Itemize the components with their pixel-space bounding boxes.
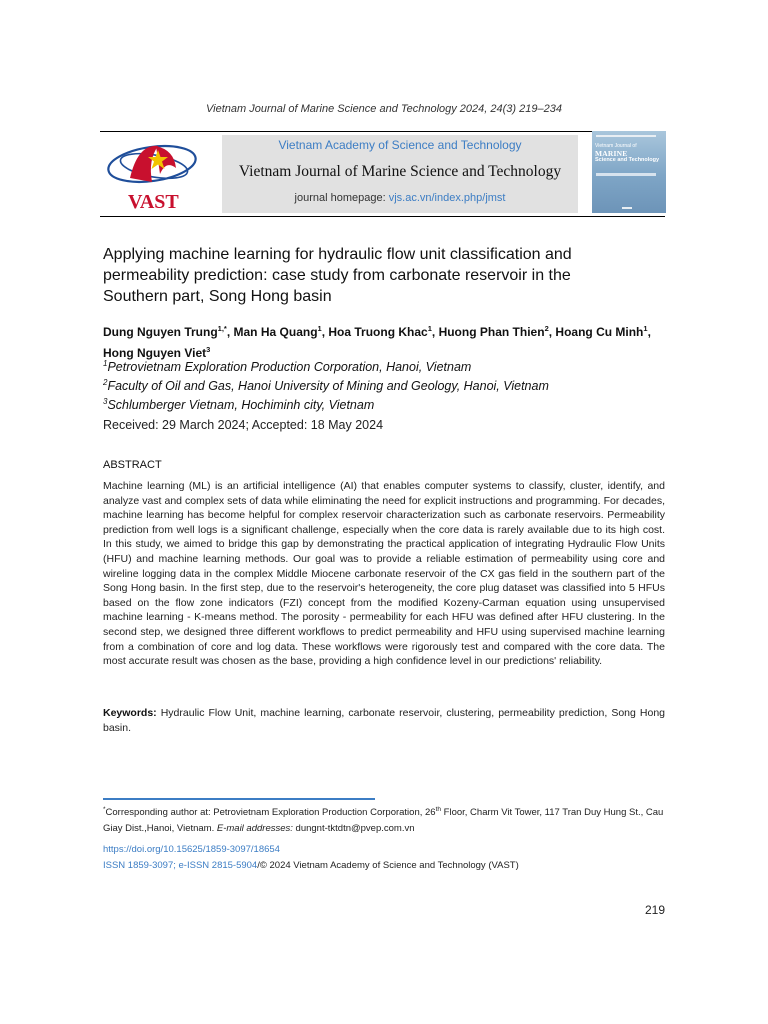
affiliation-text: Schlumberger Vietnam, Hochiminh city, Vietnam (107, 398, 375, 413)
masthead-bottom-rule (100, 216, 665, 217)
affiliation-sup: 2 (103, 378, 108, 388)
author-list: Dung Nguyen Trung$^{1,*}$, Man Ha Quang$^1$, Hoa Truong Khac$^1$, Huong Phan Thien$^2$, Hoang Cu Minh$^1$, Hong Nguyen Viet$^3$ (103, 324, 651, 360)
author-sup: 1 (427, 324, 432, 333)
masthead-top-rule (100, 131, 665, 132)
author: Man Ha Quang (233, 325, 318, 339)
keywords-text: Hydraulic Flow Unit, machine learning, carbonate reservoir, clustering, permeability prediction, Song Hong basin. (103, 707, 665, 734)
keywords-label: Keywords: (103, 707, 157, 719)
vast-logo (100, 138, 218, 214)
cover-line1: Vietnam Journal of (595, 143, 637, 149)
author: Huong Phan Thien (438, 325, 545, 339)
paper-title: Applying machine learning for hydraulic flow unit classification and permeability prediction: case study from carbonate reservoir in the Southern part, Song Hong basin (103, 246, 572, 305)
homepage-label: journal homepage: (294, 192, 389, 204)
email-label: E-mail addresses: (216, 822, 293, 834)
journal-name: Vietnam Journal of Marine Science and Technology (238, 163, 562, 180)
vast-logo-icon (100, 138, 218, 214)
author: Hong Nguyen Viet (103, 346, 207, 360)
footnote-marker: * (103, 806, 106, 813)
email-address: dungnt-tktdtn@pvep.com.vn (292, 822, 415, 834)
doi-link[interactable]: https://doi.org/10.15625/1859-3097/18654 (103, 844, 280, 855)
cover-bottom-mark (622, 207, 632, 209)
footnote-text-2: Floor, Charm Vit Tower, 117 Tran Duy Hung St., Cau Giay Dist.,Hanoi, Vietnam. (103, 807, 664, 834)
affiliation-list (103, 356, 673, 413)
received-accepted-dates: Received: 29 March 2024; Accepted: 18 May 2024 (103, 418, 384, 432)
affiliation (103, 356, 673, 375)
footnote-rule (103, 798, 375, 800)
author-sup: 2 (544, 324, 549, 333)
affiliation (103, 394, 673, 413)
issn-line (103, 860, 519, 871)
page-number: 219 (645, 903, 666, 917)
affiliation-text: Faculty of Oil and Gas, Hanoi University of Mining and Geology, Hanoi, Vietnam (107, 379, 549, 394)
author: Hoang Cu Minh (555, 325, 644, 339)
author-sup: 1 (643, 324, 648, 333)
footnote-text-1: Corresponding author at: Petrovietnam Exploration Production Corporation, 26 (105, 807, 436, 819)
journal-homepage (222, 192, 578, 204)
affiliation-sup: 1 (103, 359, 108, 368)
keywords (103, 706, 665, 735)
corresponding-author-footnote (103, 802, 665, 836)
abstract-text: Machine learning (ML) is an artificial intelligence (AI) that enables computer systems to classify, cluster, identify, and analyze vast and complex sets of data while eliminating the need for explicit instructions and programming. For decades, machine learning has become helpful for complex reservoir characterization such as carbonate reservoirs. Permeability prediction from well logs is a significant challenge, especially when the core data is rarely available due to its high cost. In this study, we aimed to bridge this gap by demonstrating the practical application of integrating Hydraulic Flow Units (HFU) and machine learning methods. Our goal was to provide a reliable estimation of permeability using core and wireline logging data in the complex Middle Miocene carbonate reservoir of the CX gas field in the southern part of the Song Hong basin. In the first step, due to the reservoir's heterogeneity, the core plug dataset was classified into 5 HFUs based on the flow zone indicators (FZI) concept from the modified Kozeny-Carman equation using unsupervised machine learning - K-means method. The porosity - permeability for each HFU was defined after HFU clustering. In the second step, we designed three different workflows to predict permeability and HFU using supervised machine learning from a combination of core and log data. These workflows were rigorously test and compared with the core data. The most accurate result was chosen as the base, providing a high confidence level in our predictions' reliability. (103, 480, 665, 668)
cover-line3: Science and Technology (595, 157, 660, 163)
academy-name: Vietnam Academy of Science and Technology (278, 138, 522, 152)
author-sup: 3 (206, 345, 211, 354)
logo-text: VAST (128, 191, 179, 213)
running-header: Vietnam Journal of Marine Science and Technology 2024, 24(3) 219–234 (206, 103, 562, 115)
homepage-link[interactable]: vjs.ac.vn/index.php/jmst (388, 192, 506, 204)
copyright: /© 2024 Vietnam Academy of Science and Technology (VAST) (257, 860, 519, 871)
issn-numbers[interactable]: ISSN 1859-3097; e-ISSN 2815-5904 (103, 860, 258, 871)
cover-top-bar (596, 135, 656, 137)
author-sup: 1,* (217, 324, 227, 333)
cover-line2: MARINE (595, 149, 628, 158)
masthead-box (222, 135, 578, 213)
footnote-ordinal: th (435, 806, 442, 813)
journal-cover-thumbnail (592, 131, 666, 213)
affiliation-text: Petrovietnam Exploration Production Corporation, Hanoi, Vietnam (107, 360, 472, 375)
abstract-heading: ABSTRACT (103, 459, 162, 471)
author: Hoa Truong Khac (328, 325, 428, 339)
affiliation-sup: 3 (103, 397, 108, 407)
author: Dung Nguyen Trung (103, 325, 218, 339)
author-sup: 1 (317, 324, 322, 333)
affiliation (103, 375, 673, 394)
cover-band (596, 173, 656, 176)
